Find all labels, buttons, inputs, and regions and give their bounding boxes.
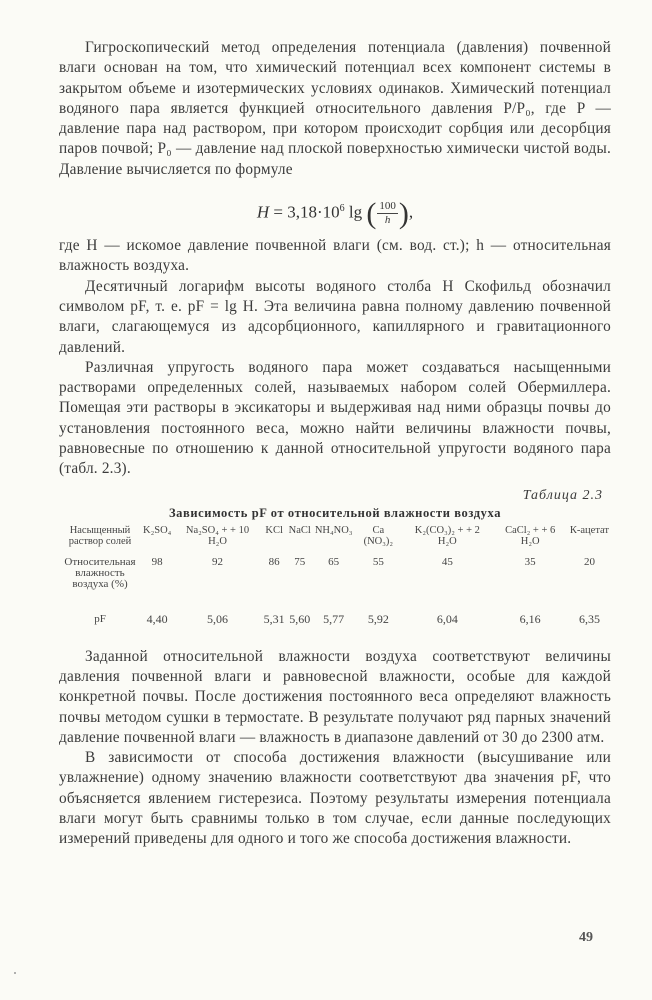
table-row-humidity — [59, 557, 611, 614]
pf-humidity-table — [59, 525, 611, 625]
table-cell: К-ацетат — [569, 524, 610, 536]
row-header-humidity: Относительная влажность воздуха (%) — [64, 555, 136, 590]
scan-speck — [14, 972, 16, 974]
table-row-pf — [59, 614, 611, 625]
left-paren: ( — [366, 196, 377, 230]
table-cell: KCl — [265, 524, 283, 536]
table-cell: 35 — [524, 555, 536, 568]
table-cell: 5,92 — [367, 611, 389, 626]
page-number: 49 — [579, 930, 593, 945]
fraction-denominator: h — [384, 214, 391, 227]
formula-fraction — [377, 200, 398, 227]
paragraph-equilibrium-moisture: Заданной относительной влажности воздуха соответствуют величины давления почвенной влаги и равновесной влажности, особые для каждой конкретной почвы. После достижения постоянного веса определяют влажность почвы методом сушки в термостате. В результате получают ряд парных значений давление почвенной влаги — влажность в диапазоне давлений от 30 до 2300 атм. — [59, 647, 611, 746]
table-cell: 5,31 — [263, 611, 285, 626]
table-cell: K₂SO₄ — [143, 524, 172, 536]
table-cell: 75 — [294, 555, 306, 568]
right-paren: ) — [398, 196, 409, 230]
formula-log: lg — [344, 202, 367, 222]
table-cell: 45 — [441, 555, 453, 568]
table-cell: 6,16 — [519, 611, 541, 626]
paragraph-hygroscopic-method: Гигроскопический метод определения потенциала (давления) почвенной влаги основан на том, что химический потенциал всех компонент системы в закрытом объеме и изотермических условиях одинаков. Химический потенциал водяного пара является функцией относительного давления P/P₀, где P — давление пара над раствором, при котором происходит сорбция или десорбция паров почвой; P₀ — давление над плоской поверхностью химически чистой воды. Давление вычисляется по формуле — [59, 39, 611, 178]
table-cell: NaCl — [288, 524, 311, 536]
paragraph-pf-definition: Десятичный логарифм высоты водяного столба H Скофильд обозначил символом pF, т. е. pF = lg H. Эта величина равна полному давлению почвенной влаги, слагающемуся из адсорбционного, капиллярного и гравитационного давлений. — [59, 277, 611, 356]
formula-var-h: H — [256, 202, 270, 222]
table-cell: 92 — [212, 555, 223, 568]
text-after-table — [59, 647, 611, 850]
fraction-numerator: 100 — [379, 200, 396, 213]
row-header-salts: Насыщенный раствор солей — [68, 524, 132, 547]
book-page — [59, 38, 611, 850]
table-cell: 20 — [583, 555, 595, 568]
table-cell: Ca (NO₃)₂ — [363, 524, 394, 547]
table-cell: 98 — [151, 555, 163, 568]
table-cell: Na₂SO₄ + + 10 H₂O — [185, 524, 250, 547]
row-header-pf: pF — [94, 612, 106, 625]
table-cell: K₂(CO₃)₂ + + 2 H₂O — [414, 524, 480, 547]
table-cell: 86 — [268, 555, 280, 568]
table-cell: 6,04 — [436, 611, 458, 626]
table-cell: 5,06 — [207, 611, 228, 626]
formula-comma: , — [408, 202, 414, 222]
table-cell: 65 — [328, 555, 340, 568]
table-cell: 5,77 — [323, 611, 345, 626]
formula-coefficient: = 3,18·10 — [269, 202, 340, 222]
table-cell: 6,35 — [578, 611, 600, 626]
table-cell: 5,60 — [289, 611, 311, 626]
table-cell: CaCl₂ + + 6 H₂O — [505, 524, 556, 547]
table-row-salts — [59, 525, 611, 557]
table-cell: 55 — [372, 555, 384, 568]
paragraph-hysteresis: В зависимости от способа достижения влажности (высушивание или увлажнение) одному значению влажности соответствуют два значения pF, что объясняется явлением гистерезиса. Поэтому результаты измерения потенциала влаги могут быть сравнимы только в том случае, если данные последующих измерений приведены для одного и того же способа достижения влажности. — [59, 749, 611, 848]
table-cell: 4,40 — [146, 611, 168, 626]
table-title: Зависимость pF от относительной влажности воздуха — [168, 505, 502, 520]
paragraph-formula-legend: где H — искомое давление почвенной влаги (см. вод. ст.); h — относительная влажность воздуха. — [59, 237, 611, 275]
table-cell: NH₄NO₃ — [314, 524, 353, 536]
paragraph-obermiller-salts: Различная упругость водяного пара может создаваться насыщенными растворами определенных солей, называемых набором солей Обермиллера. Помещая эти растворы в эксикаторы и выдерживая над ними образцы почвы до установления постоянного веса, можно найти величины влажности почвы, равновесные по отношению к данной относительной упругости водяного пара (табл. 2.3). — [59, 358, 611, 478]
table-label: Таблица 2.3 — [522, 487, 603, 503]
formula-pressure — [59, 184, 611, 234]
formula-exponent: 6 — [339, 203, 345, 215]
